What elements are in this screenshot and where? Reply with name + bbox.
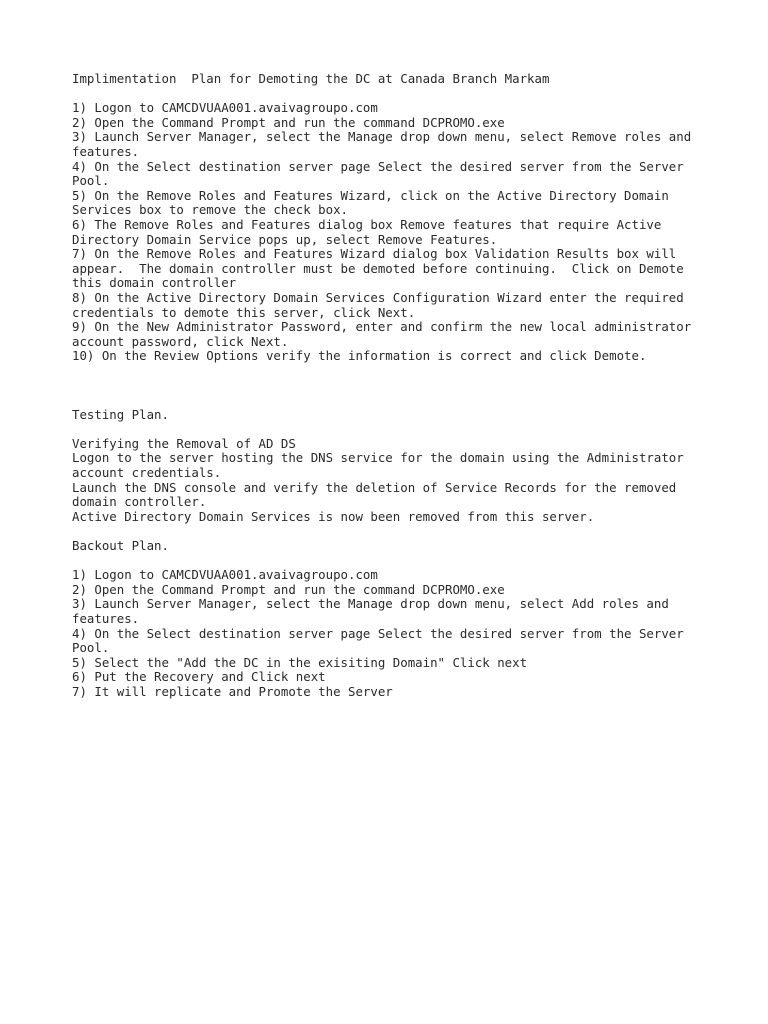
step-line: 7) It will replicate and Promote the Server (72, 683, 393, 699)
implementation-section (72, 72, 712, 364)
implementation-step-4 (72, 160, 712, 189)
step-line: 3) Launch Server Manager, select the Manage drop down menu, select Add roles and (72, 596, 669, 612)
implementation-step-8 (72, 291, 712, 320)
testing-line: Launch the DNS console and verify the deletion of Service Records for the removed (72, 479, 677, 495)
step-line: Services box to remove the check box. (72, 202, 349, 218)
step-line: Directory Domain Service pops up, select Remove Features. (72, 231, 498, 247)
step-line: account password, click Next. (72, 333, 289, 349)
implementation-step-6 (72, 218, 712, 247)
backout-section (72, 539, 712, 700)
implementation-step-7 (72, 247, 712, 291)
testing-line: account credentials. (72, 465, 222, 481)
backout-step-3 (72, 597, 712, 626)
step-line: 5) Select the "Add the DC in the exisiting Domain" Click next (72, 654, 528, 670)
step-line: Pool. (72, 640, 110, 656)
step-line: 10) On the Review Options verify the information is correct and click Demote. (72, 348, 647, 364)
testing-line: Active Directory Domain Services is now been removed from this server. (72, 508, 595, 524)
testing-line: Logon to the server hosting the DNS service for the domain using the Administrator (72, 450, 684, 466)
testing-line: domain controller. (72, 494, 207, 510)
implementation-step-9 (72, 320, 712, 349)
step-line: 1) Logon to CAMCDVUAA001.avaivagroupo.com (72, 100, 378, 116)
step-line: 6) Put the Recovery and Click next (72, 669, 326, 685)
step-line: 8) On the Active Directory Domain Services Configuration Wizard enter the required (72, 289, 684, 305)
step-line: 3) Launch Server Manager, select the Manage drop down menu, select Remove roles and (72, 129, 692, 145)
spacer (72, 422, 712, 437)
step-line: Pool. (72, 173, 110, 189)
document-page (72, 72, 712, 700)
implementation-step-1 (72, 101, 712, 116)
step-line: 4) On the Select destination server page Select the desired server from the Server (72, 625, 684, 641)
backout-step-2 (72, 583, 712, 598)
spacer (72, 524, 712, 539)
spacer (72, 554, 712, 569)
spacer (72, 364, 712, 393)
step-line: this domain controller (72, 275, 237, 291)
step-line: 4) On the Select destination server page Select the desired server from the Server (72, 158, 684, 174)
implementation-title: Implimentation Plan for Demoting the DC at Canada Branch Markam (72, 71, 550, 86)
step-line: 2) Open the Command Prompt and run the command DCPROMO.exe (72, 581, 505, 597)
backout-step-1 (72, 568, 712, 583)
testing-title: Testing Plan. (72, 406, 169, 422)
step-line: 1) Logon to CAMCDVUAA001.avaivagroupo.com (72, 567, 378, 583)
backout-step-4 (72, 627, 712, 656)
step-line: features. (72, 610, 140, 626)
spacer (72, 87, 712, 102)
backout-step-5 (72, 656, 712, 671)
backout-step-7 (72, 685, 712, 700)
implementation-step-3 (72, 130, 712, 159)
backout-title: Backout Plan. (72, 538, 169, 553)
testing-section (72, 408, 712, 525)
step-line: 2) Open the Command Prompt and run the command DCPROMO.exe (72, 114, 505, 130)
step-line: features. (72, 143, 140, 159)
step-line: credentials to demote this server, click Next. (72, 304, 416, 320)
step-line: 5) On the Remove Roles and Features Wizard, click on the Active Directory Domain (72, 187, 669, 203)
implementation-step-5 (72, 189, 712, 218)
implementation-step-2 (72, 116, 712, 131)
step-line: 9) On the New Administrator Password, enter and confirm the new local administrator (72, 319, 692, 335)
step-line: 7) On the Remove Roles and Features Wizard dialog box Validation Results box will (72, 246, 677, 262)
backout-step-6 (72, 670, 712, 685)
spacer (72, 393, 712, 408)
implementation-step-10 (72, 349, 712, 364)
step-line: appear. The domain controller must be demoted before continuing. Click on Demote (72, 260, 684, 276)
step-line: 6) The Remove Roles and Features dialog box Remove features that require Active (72, 216, 662, 232)
testing-subtitle: Verifying the Removal of AD DS (72, 435, 296, 451)
